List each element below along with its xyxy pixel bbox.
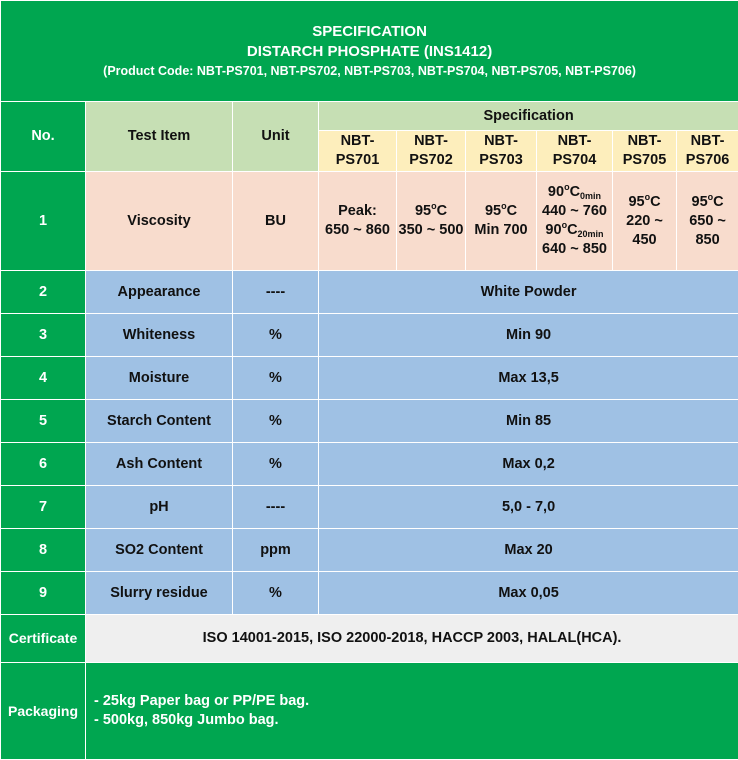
test-item: Whiteness: [86, 314, 233, 357]
code-ps704: NBT- PS704: [537, 131, 613, 172]
unit: ----: [233, 271, 319, 314]
header-unit: Unit: [233, 102, 319, 172]
spec-value: Min 90: [319, 314, 738, 357]
table-row: [1, 271, 738, 314]
table-row: [1, 486, 738, 529]
spec-value: 5,0 - 7,0: [319, 486, 738, 529]
unit: %: [233, 400, 319, 443]
spec-value: White Powder: [319, 271, 738, 314]
test-item: Slurry residue: [86, 572, 233, 615]
code-ps701: NBT- PS701: [319, 131, 397, 172]
packaging-line: - 500kg, 850kg Jumbo bag.: [94, 711, 738, 730]
spec-value: Max 0,05: [319, 572, 738, 615]
test-item: Starch Content: [86, 400, 233, 443]
spec-value: Min 85: [319, 400, 738, 443]
table-row-viscosity: [1, 172, 738, 271]
packaging-value: [86, 663, 738, 760]
row-number: 7: [1, 486, 86, 529]
unit: ----: [233, 486, 319, 529]
viscosity-ps706: 95$^o$C 650 ~ 850: [677, 172, 738, 271]
row-number: 3: [1, 314, 86, 357]
certificate-value: ISO 14001-2015, ISO 22000-2018, HACCP 2003, HALAL(HCA).: [86, 615, 738, 663]
unit: %: [233, 357, 319, 400]
unit: %: [233, 314, 319, 357]
header-specification: Specification: [319, 102, 738, 131]
test-item: Viscosity: [86, 172, 233, 271]
header-no: No.: [1, 102, 86, 172]
packaging-label: Packaging: [1, 663, 86, 760]
viscosity-ps702: 95$^o$C 350 ~ 500: [397, 172, 466, 271]
row-number: 5: [1, 400, 86, 443]
table-row: [1, 314, 738, 357]
viscosity-ps703: 95$^o$C Min 700: [466, 172, 537, 271]
test-item: pH: [86, 486, 233, 529]
spec-value: Max 0,2: [319, 443, 738, 486]
table-row: [1, 443, 738, 486]
test-item: Moisture: [86, 357, 233, 400]
unit: %: [233, 443, 319, 486]
test-item: SO2 Content: [86, 529, 233, 572]
code-ps706: NBT- PS706: [677, 131, 738, 172]
unit: ppm: [233, 529, 319, 572]
row-number: 4: [1, 357, 86, 400]
certificate-label: Certificate: [1, 615, 86, 663]
spec-value: Max 20: [319, 529, 738, 572]
table-row: [1, 529, 738, 572]
row-number: 8: [1, 529, 86, 572]
viscosity-ps701: Peak: 650 ~ 860: [319, 172, 397, 271]
spec-value: Max 13,5: [319, 357, 738, 400]
viscosity-ps704: $90^oC_{0min}$ 440 ~ 760 $90^oC_{20min}$ 640 ~ 850: [537, 172, 613, 271]
unit: BU: [233, 172, 319, 271]
code-ps705: NBT- PS705: [613, 131, 677, 172]
packaging-line: - 25kg Paper bag or PP/PE bag.: [94, 692, 738, 711]
test-item: Ash Content: [86, 443, 233, 486]
row-number: 6: [1, 443, 86, 486]
title-block: [1, 1, 738, 102]
certificate-row: [1, 615, 738, 663]
title-line-2: DISTARCH PHOSPHATE (INS1412): [1, 42, 738, 62]
table-row: [1, 572, 738, 615]
viscosity-ps705: 95$^o$C 220 ~ 450: [613, 172, 677, 271]
title-line-1: SPECIFICATION: [1, 22, 738, 42]
row-number: 9: [1, 572, 86, 615]
header-test-item: Test Item: [86, 102, 233, 172]
code-ps702: NBT- PS702: [397, 131, 466, 172]
unit: %: [233, 572, 319, 615]
row-number: 2: [1, 271, 86, 314]
packaging-row: [1, 663, 738, 760]
code-ps703: NBT- PS703: [466, 131, 537, 172]
title-product-codes: (Product Code: NBT-PS701, NBT-PS702, NBT-PS703, NBT-PS704, NBT-PS705, NBT-PS706): [1, 62, 738, 80]
table-row: [1, 400, 738, 443]
test-item: Appearance: [86, 271, 233, 314]
table-row: [1, 357, 738, 400]
row-number: 1: [1, 172, 86, 271]
